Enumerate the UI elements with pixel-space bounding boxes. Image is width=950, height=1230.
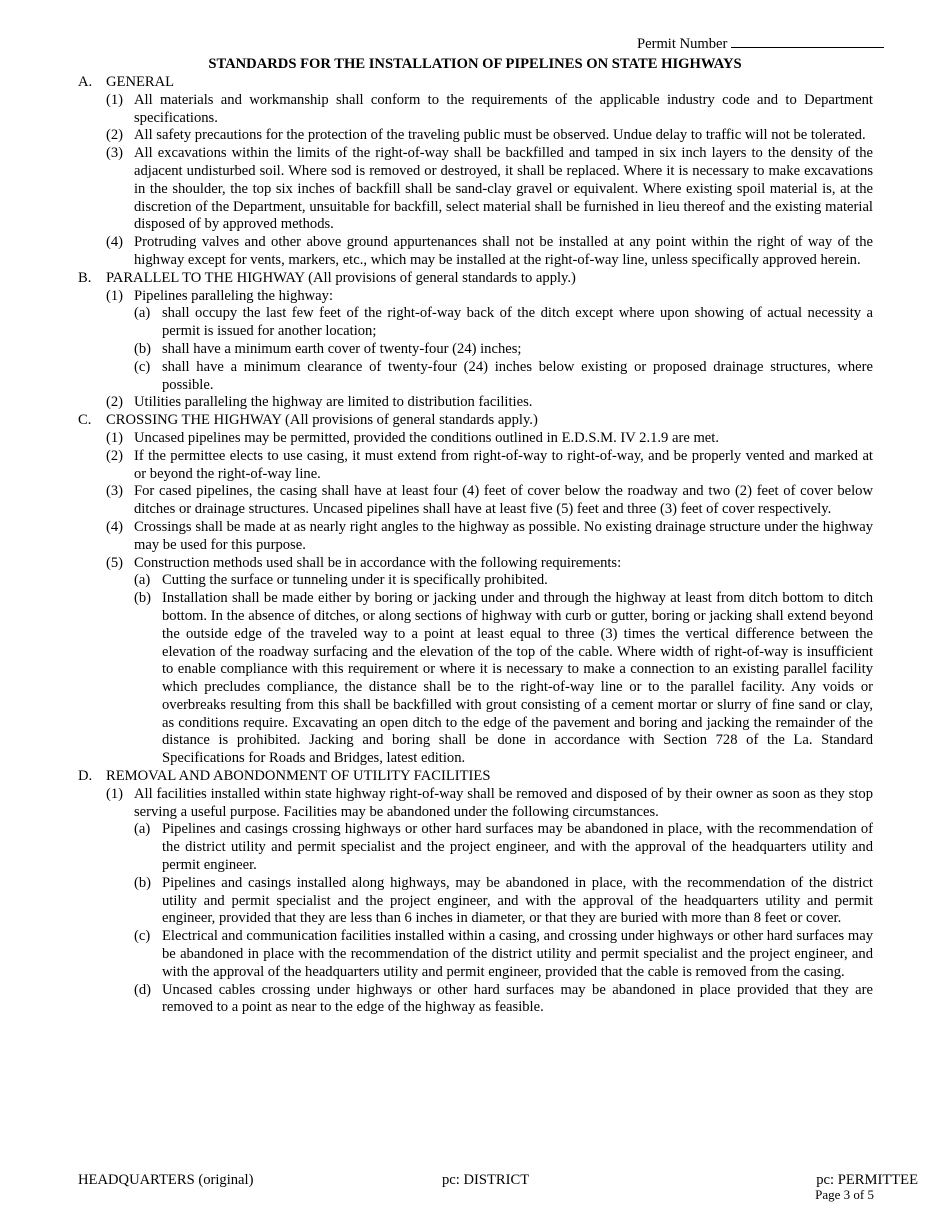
- section-label: C.: [78, 412, 92, 429]
- list-item: [106, 145, 873, 234]
- section-heading: [78, 74, 873, 92]
- sub-item-text: Installation shall be made either by boring or jacking under and through the highway at least from ditch bottom to ditch bottom. In the absence of ditches, or along sections of highway with curb or gutter, boring or jacking shall extend beyond the outside edge of the traveled way to a point at least equal to three (3) times the vertical difference between the elevation of the roadway surfacing and the elevation of the top of the cable. Where width of right-of-way is insufficient to enable compliance with this requirement or where it is necessary to make a connection to an existing parallel facility which precludes compliance, the distance shall be to the right-of-way line or to the parallel facility. Any voids or overbreaks resulting from this shall be backfilled with grout consisting of a cement mortar or slurry of fine sand or clay, as conditions require. Excavating an open ditch to the edge of the pavement and boring and jacking the remainder of the distance is prohibited. Jacking and boring shall be done in accordance with Section 728 of the La. Standard Specifications for Roads and Bridges, latest edition.: [162, 590, 873, 767]
- item-text: Utilities paralleling the highway are limited to distribution facilities.: [134, 394, 533, 411]
- item-text: All excavations within the limits of the right-of-way shall be backfilled and tamped in six inch layers to the density of the adjacent undisturbed soil. Where sod is removed or destroyed, it shall be replaced. Where it is necessary to make excavations in the shoulder, the top six inches of backfill shall be sand-clay gravel or equivalent. Where existing spoil material is, at the discretion of the Department, unsuitable for backfill, select material shall be furnished in lieu thereof and the existing material disposed of by approved methods.: [134, 145, 873, 233]
- sub-item-label: (a): [134, 305, 151, 322]
- permit-number-label: Permit Number: [637, 36, 728, 52]
- item-text: Crossings shall be made at as nearly right angles to the highway as possible. No existing drainage structure under the highway may be used for this purpose.: [134, 518, 873, 553]
- permit-number-blank-line: [731, 33, 884, 48]
- sub-item-label: (c): [134, 358, 151, 375]
- section-title: REMOVAL AND ABONDONMENT OF UTILITY FACILITIES: [106, 768, 491, 785]
- item-label: (1): [106, 91, 124, 108]
- sub-item-text: Pipelines and casings installed along highways, may be abandoned in place, with the recommendation of the district utility and permit specialist and the project engineer, and with the approval of the headquarters utility and permit engineer, provided that they are less than 6 inches in diameter, or that they are buried with more than 8 feet or cover.: [162, 874, 873, 927]
- sub-item-label: (c): [134, 928, 151, 945]
- footer-district-copy: pc: DISTRICT: [442, 1172, 530, 1188]
- item-label: (1): [106, 785, 124, 802]
- sub-item: [134, 572, 873, 590]
- item-text: All safety precautions for the protection of the traveling public must be observed. Undue delay to traffic will not be tolerated.: [134, 127, 866, 144]
- sub-item-text: Pipelines and casings crossing highways or other hard surfaces may be abandoned in place, with the recommendation of the district utility and permit specialist and the project engineer, and with the approval of the headquarters utility and permit engineer.: [162, 821, 873, 874]
- sub-item: [134, 590, 873, 768]
- section-title: PARALLEL TO THE HIGHWAY (All provisions of general standards to apply.): [106, 269, 576, 286]
- item-label: (5): [106, 554, 124, 571]
- section-heading: [78, 270, 873, 288]
- sub-item: [134, 982, 873, 1018]
- section-heading: [78, 412, 873, 430]
- section-b: [78, 270, 873, 412]
- page-number: Page 3 of 5: [815, 1187, 874, 1202]
- footer-permittee-copy: pc: PERMITTEE: [816, 1172, 918, 1188]
- item-label: (1): [106, 429, 124, 446]
- sub-item-text: Electrical and communication facilities installed within a casing, and crossing under highways or other hard surfaces may be abandoned in place with the recommendation of the district utility and permit specialist and the project engineer, and with the approval of the headquarters utility and permit engineer, provided that the cable is removed from the casing.: [162, 928, 873, 980]
- item-text: Protruding valves and other above ground appurtenances shall not be installed at any point within the right of way of the highway except for vents, markers, etc., which may be installed at the right-of-way line, unless specifically approved herein.: [134, 234, 873, 268]
- item-text: Uncased pipelines may be permitted, provided the conditions outlined in E.D.S.M. IV 2.1.9 are met.: [134, 429, 719, 446]
- section-label: B.: [78, 269, 92, 286]
- list-item: [106, 483, 873, 519]
- sub-item: [134, 359, 873, 395]
- section-label: A.: [78, 74, 93, 90]
- sub-item-text: Cutting the surface or tunneling under it is specifically prohibited.: [162, 572, 548, 589]
- item-text: If the permittee elects to use casing, it must extend from right-of-way to right-of-way, and be properly vented and marked at or beyond the right-of-way line.: [134, 447, 873, 482]
- list-item: [106, 430, 873, 448]
- list-item: [106, 448, 873, 484]
- item-text: All materials and workmanship shall conform to the requirements of the applicable industry code and to Department specifications.: [134, 91, 873, 126]
- list-item: [106, 288, 873, 306]
- sub-item-label: (b): [134, 874, 152, 891]
- list-item: [106, 234, 873, 270]
- list-item: [106, 394, 873, 412]
- page-footer: [78, 1172, 918, 1212]
- sub-item-label: (d): [134, 981, 152, 998]
- list-item: [106, 127, 873, 145]
- sub-item: [134, 341, 873, 359]
- sub-item: [134, 305, 873, 341]
- item-label: (3): [106, 145, 124, 162]
- list-item: [106, 92, 873, 128]
- footer-headquarters-copy: HEADQUARTERS (original): [78, 1172, 254, 1188]
- sub-item-text: shall have a minimum clearance of twenty-four (24) inches below existing or proposed drainage structures, where possible.: [162, 358, 873, 393]
- document-body: [78, 74, 873, 1017]
- sub-item-label: (a): [134, 821, 151, 838]
- page-title: STANDARDS FOR THE INSTALLATION OF PIPELINES ON STATE HIGHWAYS: [208, 56, 742, 72]
- item-label: (3): [106, 483, 124, 500]
- sub-item: [134, 821, 873, 874]
- section-label: D.: [78, 768, 93, 785]
- item-label: (2): [106, 394, 124, 411]
- sub-item-text: Uncased cables crossing under highways or other hard surfaces may be abandoned in place provided that they are removed to a point as near to the edge of the highway as feasible.: [162, 981, 873, 1016]
- list-item: [106, 786, 873, 822]
- item-label: (4): [106, 518, 124, 535]
- section-heading: [78, 768, 873, 786]
- section-title: CROSSING THE HIGHWAY (All provisions of general standards apply.): [106, 412, 538, 429]
- item-label: (1): [106, 287, 124, 304]
- sub-item-label: (a): [134, 572, 151, 589]
- sub-item: [134, 928, 873, 981]
- section-d: [78, 768, 873, 1017]
- permit-number-field: [637, 33, 884, 54]
- sub-item-text: shall have a minimum earth cover of twenty-four (24) inches;: [162, 340, 522, 357]
- item-text: For cased pipelines, the casing shall have at least four (4) feet of cover below the roadway and two (2) feet of cover below ditches or drainage structures. Uncased pipelines shall have at least five (5) feet and three (3) feet of cover respectively.: [134, 483, 873, 518]
- item-text: Construction methods used shall be in accordance with the following requirements:: [134, 554, 622, 571]
- item-label: (4): [106, 234, 124, 251]
- sub-item-label: (b): [134, 590, 152, 607]
- list-item: [106, 519, 873, 555]
- item-label: (2): [106, 447, 124, 464]
- list-item: [106, 555, 873, 573]
- item-text: All facilities installed within state highway right-of-way shall be removed and disposed of by their owner as soon as they stop serving a useful purpose. Facilities may be abandoned under the following circumstances.: [134, 785, 873, 820]
- sub-item-label: (b): [134, 340, 152, 357]
- item-label: (2): [106, 127, 124, 144]
- section-c: [78, 412, 873, 768]
- section-title: GENERAL: [106, 74, 175, 90]
- item-text: Pipelines paralleling the highway:: [134, 287, 333, 304]
- section-a: [78, 74, 873, 270]
- sub-item: [134, 875, 873, 928]
- sub-item-text: shall occupy the last few feet of the right-of-way back of the ditch except where upon showing of actual necessity a permit is issued for another location;: [162, 305, 873, 340]
